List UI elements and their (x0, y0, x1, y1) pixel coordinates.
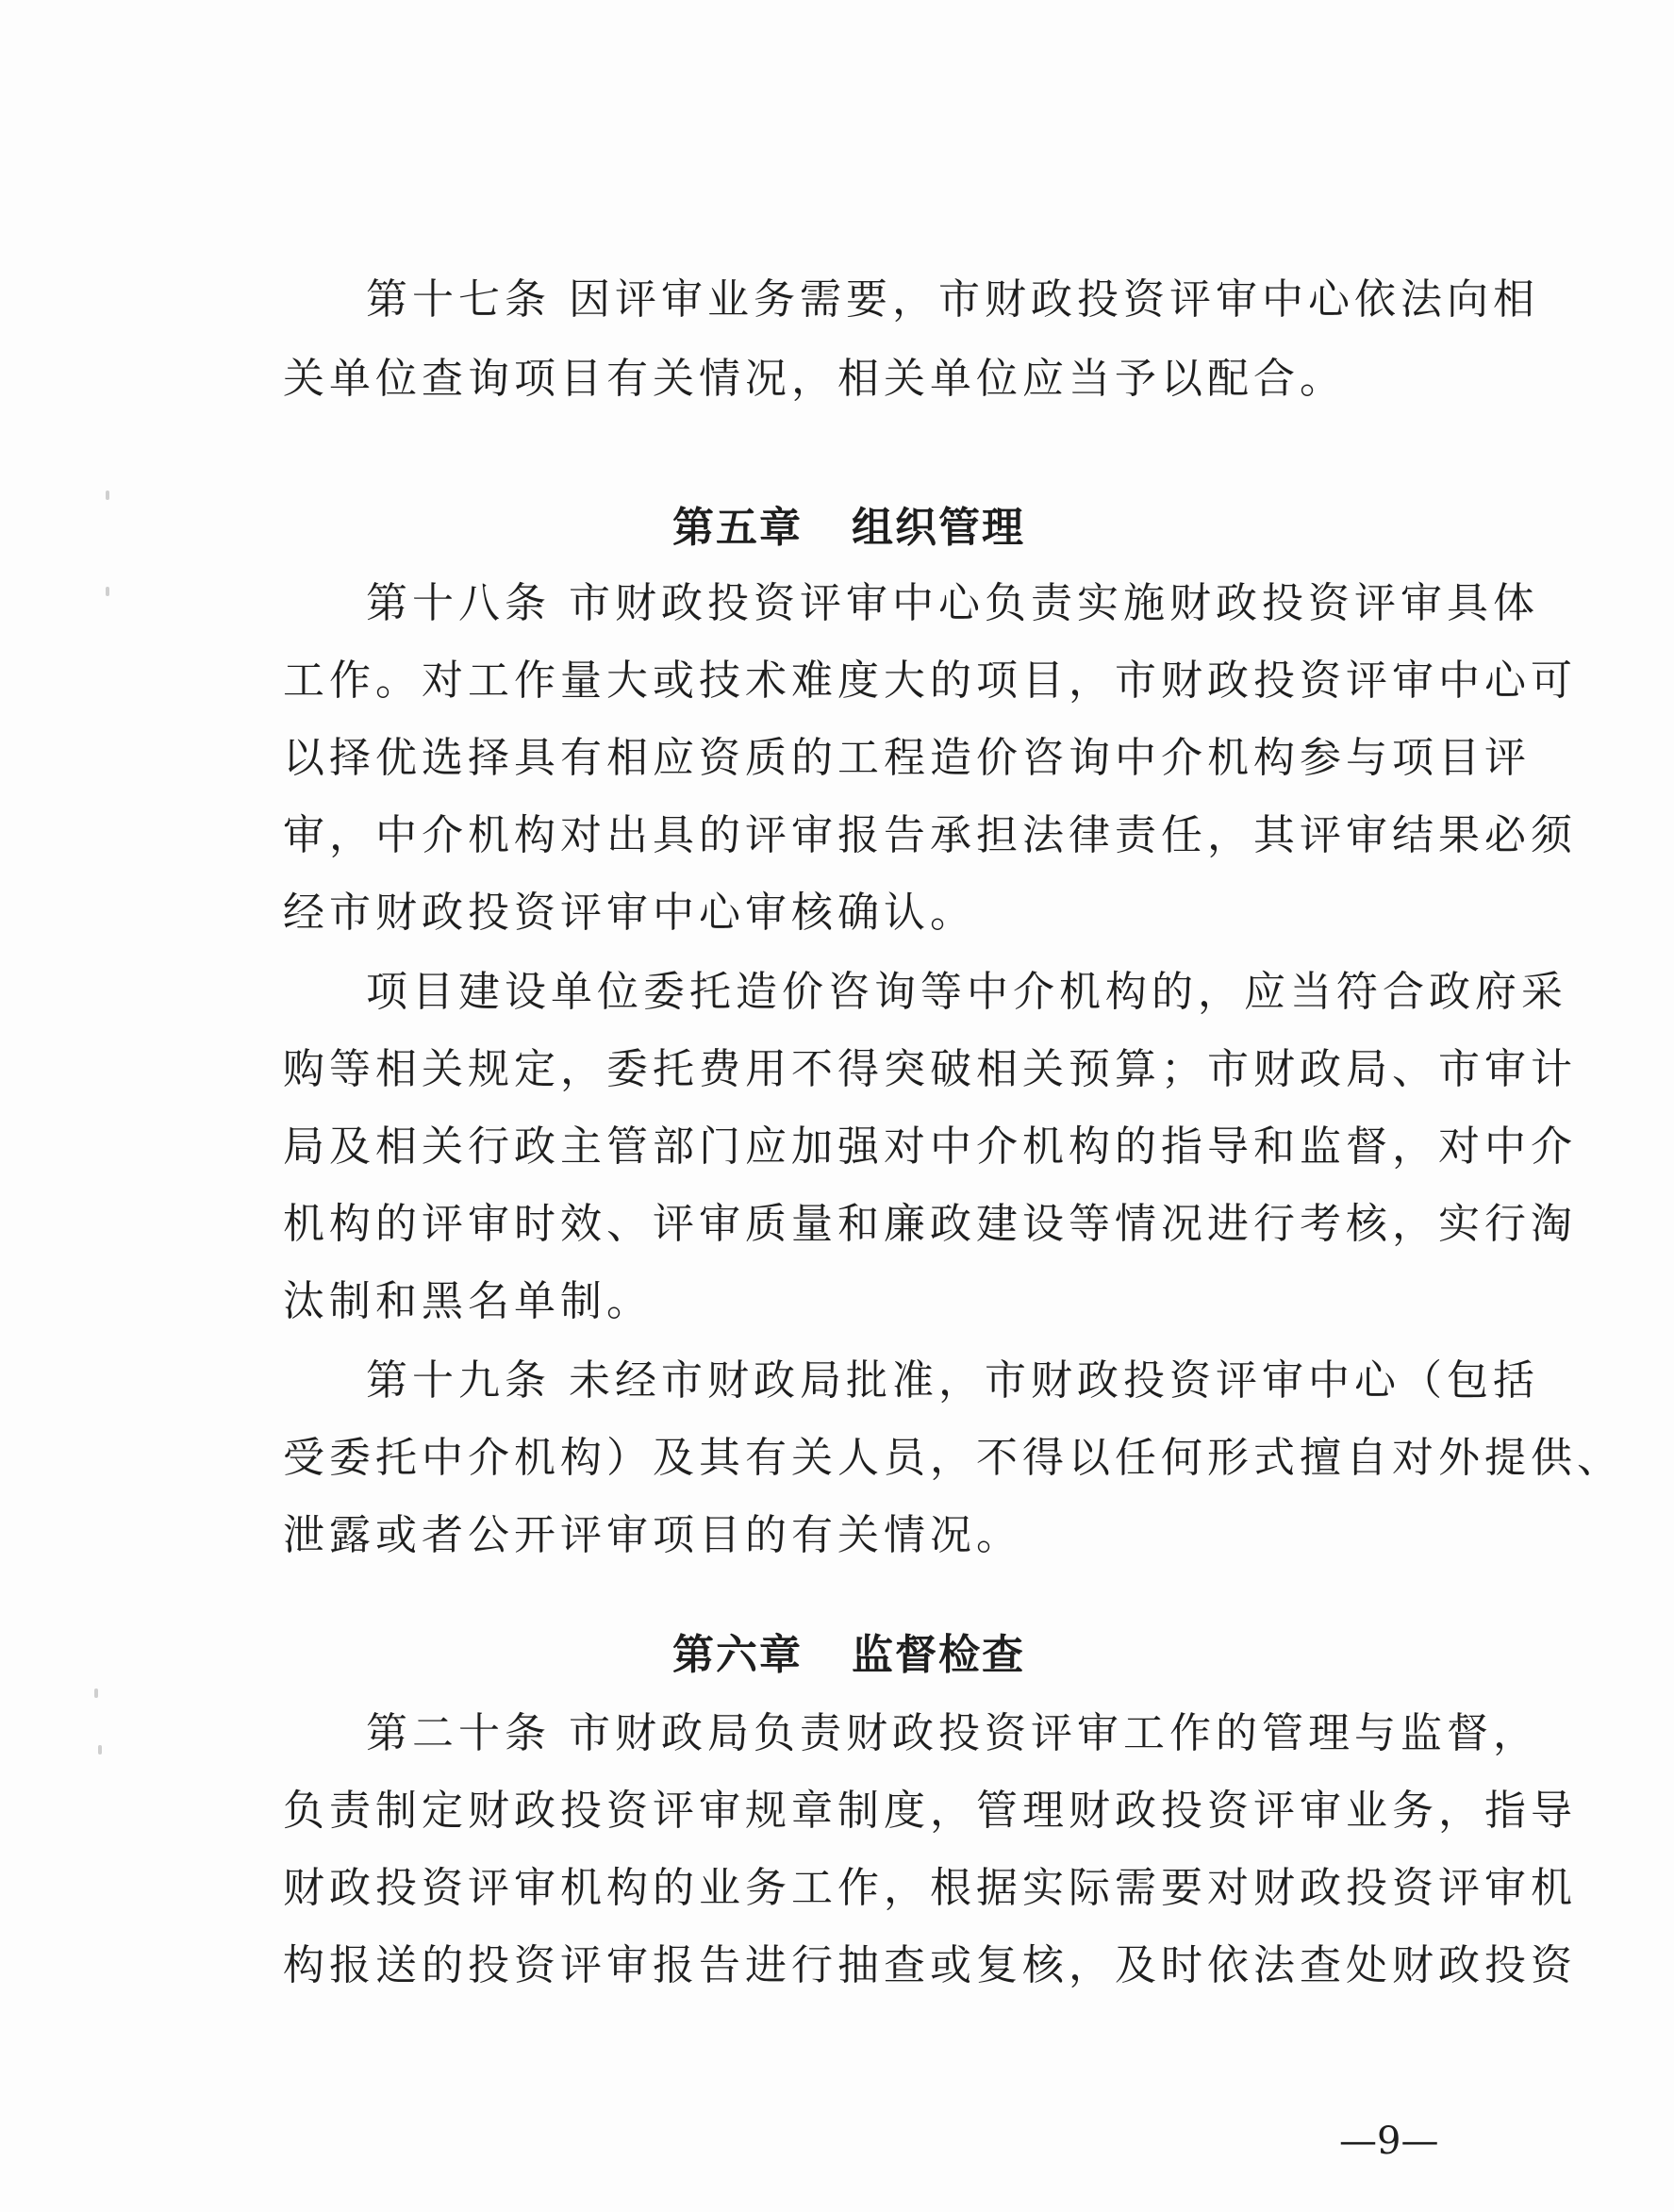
article-18-p2-line-4: 机构的评审时效、评审质量和廉政建设等情况进行考核，实行淘 (283, 1200, 1577, 1248)
article-20-line-4: 构报送的投资评审报告进行抽查或复核，及时依法查处财政投资 (283, 1941, 1577, 1989)
scan-speck (106, 491, 109, 500)
article-20-line-3: 财政投资评审机构的业务工作，根据实际需要对财政投资评审机 (283, 1864, 1577, 1912)
page-number: —9— (1339, 2120, 1439, 2163)
article-17-line-1: 第十七条 因评审业务需要，市财政投资评审中心依法向相 (366, 275, 1539, 324)
scan-speck (106, 587, 109, 596)
article-18-line-3: 以择优选择具有相应资质的工程造价咨询中介机构参与项目评 (283, 734, 1531, 782)
article-20-line-2: 负责制定财政投资评审规章制度，管理财政投资评审业务，指导 (283, 1787, 1577, 1835)
article-18-line-1: 第十八条 市财政投资评审中心负责实施财政投资评审具体 (366, 579, 1539, 627)
article-19-line-3: 泄露或者公开评审项目的有关情况。 (283, 1511, 1022, 1559)
article-18-line-4: 审，中介机构对出具的评审报告承担法律责任，其评审结果必须 (283, 811, 1577, 859)
article-19-line-2: 受委托中介机构）及其有关人员，不得以任何形式擅自对外提供、 (283, 1434, 1623, 1482)
article-18-p2-line-3: 局及相关行政主管部门应加强对中介机构的指导和监督，对中介 (283, 1123, 1577, 1171)
chapter-6-title: 第六章 监督检查 (672, 1631, 1025, 1679)
article-18-line-5: 经市财政投资评审中心审核确认。 (283, 889, 976, 937)
scan-speck (94, 1688, 98, 1698)
scan-speck (98, 1745, 102, 1755)
article-20-line-1: 第二十条 市财政局负责财政投资评审工作的管理与监督， (366, 1709, 1539, 1757)
article-19-line-1: 第十九条 未经市财政局批准，市财政投资评审中心（包括 (366, 1356, 1539, 1405)
article-18-p2-line-2: 购等相关规定，委托费用不得突破相关预算；市财政局、市审计 (283, 1045, 1577, 1093)
chapter-5-title: 第五章 组织管理 (672, 504, 1025, 552)
article-17-line-2: 关单位查询项目有关情况，相关单位应当予以配合。 (283, 355, 1346, 403)
article-18-p2-line-1: 项目建设单位委托造价咨询等中介机构的，应当符合政府采 (366, 968, 1567, 1016)
article-18-p2-line-5: 汰制和黑名单制。 (283, 1277, 653, 1325)
article-18-line-2: 工作。对工作量大或技术难度大的项目，市财政投资评审中心可 (283, 657, 1577, 705)
